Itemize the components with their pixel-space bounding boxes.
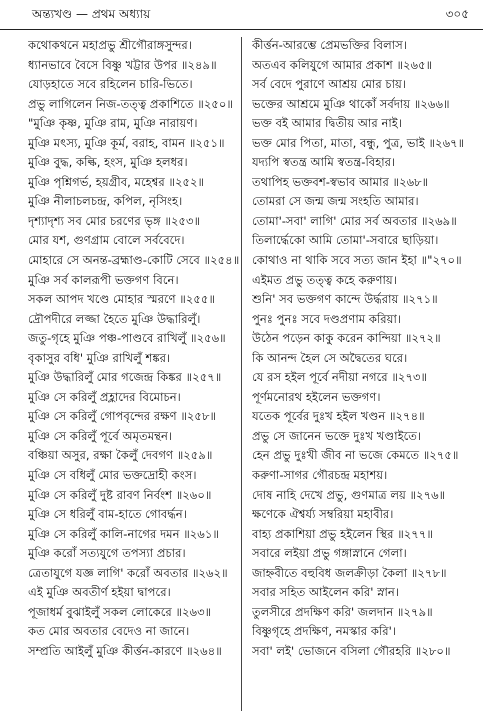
verse-line: শুনি' সব ভক্তগণ কান্দে উর্দ্ধরায় ॥২৭১॥ [252,292,438,307]
verse-line: মোর যশ, গুণগ্রাম বোলে সর্ববেদে। [28,233,185,248]
verse-line: পুনঃ পুনঃ সবে দণ্ডপ্রণাম করিয়া। [252,311,401,326]
verse-line: বিষ্ণুগৃহে প্রদক্ষিণ, নমস্কার করি'। [252,624,396,639]
verse-line: পূর্ণমনোরথ হইলেন ভক্তগণ। [252,389,381,404]
verse-line: এইমত প্রভু তত্ত্ব কহে করুণায়। [252,272,397,287]
right-column [252,36,478,662]
verse-line: মুঞি সর্ব কালরূপী ভক্তগণ বিনে। [28,272,179,287]
verse-line: মুঞি সে করিলুঁ কালি-নাগের দমন ॥২৬১॥ [28,526,219,541]
verse-line: দোষ নাহি দেখে প্রভু, গুণমাত্র লয় ॥২৭৬॥ [252,487,446,502]
verse-line: মুঞি সে করিলুঁ গোপবৃন্দের রক্ষণ ॥২৫৮॥ [28,409,217,424]
verse-line: কত মোর অবতার বেদেও না জানে। [28,624,190,639]
verse-line: মোহারে সে অনন্ত-ব্রহ্মাণ্ড-কোটি সেবে ॥২৫৪॥ [28,253,240,268]
verse-line: বঞ্চিয়া অসুর, রক্ষা কৈলুঁ দেবগণ ॥২৫৯॥ [28,448,213,463]
verse-line: তোমা'-সবা' লাগি' মোর সর্ব অবতার ॥২৬৯॥ [252,213,457,228]
verse-line: ধ্যানভাবে বৈসে বিষ্ণু খট্টার উপর ॥২৪৯॥ [28,57,217,72]
verse-line: ভক্তের আশ্রমে মুঞি থাকোঁ সর্বদায় ॥২৬৬॥ [252,96,450,111]
verse-line: ক্ষণেকে ঐশ্বর্য্য সম্বরিয়া মহাবীর। [252,507,394,522]
verse-line: ভক্ত মোর পিতা, মাতা, বন্ধু, পুত্র, ভাই ॥২৬৭॥ [252,135,465,150]
page-number: ৩০৫ [445,7,469,21]
verse-line: জতু-গৃহে মুঞি পঞ্চ-পাণ্ডবে রাখিলুঁ ॥২৫৬॥ [28,331,226,346]
verse-line: মুঞি পৃশ্নিগর্ভ, হয়গ্রীব, মহেশ্বর ॥২৫২॥ [28,174,205,189]
verse-line: সবা' লই' ভোজনে বসিলা গৌরহরি ॥২৮০॥ [252,643,451,658]
verse-line: মুঞি সে করিলুঁ প্রহ্লাদের বিমোচন। [28,389,181,404]
verse-line: দ্রৌপদীরে লজ্জা হৈতে মুঞি উদ্ধারিলুঁ। [28,311,201,326]
verse-line: জাহ্নবীতে বহুবিধ জলক্রীড়া কৈলা ॥২৭৮॥ [252,565,447,580]
verse-line: সর্ব বেদে পুরাণে আশ্রয় মোর চায়। [252,77,406,92]
verse-line: তুলসীরে প্রদক্ষিণ করি' জলদান ॥২৭৯॥ [252,604,433,619]
verse-line: যতেক পূর্বের দুঃখ হইল খণ্ডন ॥২৭৪॥ [252,409,425,424]
verse-line: পূজাধর্ম বুঝাইলুঁ সকল লোকেরে ॥২৬৩॥ [28,604,212,619]
verse-line: কোথাও না থাকি সবে সত্য জান ইহা ॥"২৭০॥ [252,253,462,268]
verse-line: মুঞি সে করিলুঁ পূর্বে অমৃতমন্থন। [28,428,173,443]
verse-line: মুঞি করোঁ সত্যযুগে তপস্যা প্রচার। [28,546,186,561]
verse-line: সম্প্রতি আইলুঁ মুঞি কীর্ত্তন-কারণে ॥২৬৪॥ [28,643,222,658]
verse-line: "মুঞি কৃষ্ণ, মুঞি রাম, মুঞি নারায়ণ। [28,116,198,131]
verse-line: মুঞি নীলাচলচন্দ্র, কপিল, নৃসিংহ। [28,194,183,209]
running-header: অন্ত্যখণ্ড — প্রথম অধ্যায় [32,7,151,21]
verse-line: যোড়হাতে সবে রহিলেন চারি-ভিতে। [28,77,193,92]
verse-line: করুণা-সাগর গৌরচন্দ্র মহাশয়। [252,468,388,483]
verse-line: দৃশ্যাদৃশ্য সব মোর চরণের ভৃঙ্গ ॥২৫৩॥ [28,213,201,228]
verse-line: মুঞি সে বধিলুঁ মোর ভক্তদ্রোহী কংস। [28,468,197,483]
verse-line: সবারে লইয়া প্রভু গঙ্গাস্নানে গেলা। [252,546,407,561]
verse-line: তোমরা সে জন্ম জন্ম সংহতি আমার। [252,194,419,209]
verse-line: বৃকাসুর বধি' মুঞি রাখিলুঁ শঙ্কর। [28,350,171,365]
verse-line: মুঞি সে ধরিলুঁ বাম-হাতে গোবর্দ্ধন। [28,507,187,522]
verse-line: মুঞি উদ্ধারিলুঁ মোর গজেন্দ্র কিঙ্কর ॥২৫৭॥ [28,370,222,385]
verse-line: মুঞি মৎস্য, মুঞি কূর্ম, বরাহ, বামন ॥২৫১॥ [28,135,225,150]
verse-line: কি আনন্দ হৈল সে অদ্বৈতের ঘরে। [252,350,408,365]
verse-line: প্রভু সে জানেন ভক্তে দুঃখ খণ্ডাইতে। [252,428,422,443]
verse-line: সবার সহিত আইলেন করি' স্নান। [252,585,399,600]
verse-line: সকল আপদ খণ্ডে মোহার স্মরণে ॥২৫৫॥ [28,292,216,307]
verse-line: মুঞি বুদ্ধ, কল্কি, হংস, মুঞি হলধর। [28,155,188,170]
verse-line: তথাপিহ ভক্তবশ-স্বভাব আমার ॥২৬৮॥ [252,174,429,189]
verse-line: কথোকথনে মহাপ্রভু শ্রীগৌরাঙ্গসুন্দর। [28,38,192,52]
verse-line: প্রভু লাগিলেন নিজ-তত্ত্ব প্রকাশিতে ॥২৫০॥ [28,96,233,111]
verse-line: ভক্ত বই আমার দ্বিতীয় আর নাই। [252,116,402,131]
verse-line: যে রস হইল পূর্বে নদীয়া নগরে ॥২৭৩॥ [252,370,428,385]
verse-line: উঠেন পড়েন কাকু করেন কান্দিয়া ॥২৭২॥ [252,331,441,346]
verse-line: মুঞি সে করিলুঁ দুষ্ট রাবণ নির্বংশ ॥২৬০॥ [28,487,212,502]
verse-line: হেন প্রভু দুঃখী জীব না ভজে কেমতে ॥২৭৫॥ [252,448,459,463]
verse-line: যদ্যপি স্বতন্ত্র আমি স্বতন্ত্র-বিহার। [252,155,396,170]
verse-line: অতএব কলিযুগে আমার প্রকাশ ॥২৬৫॥ [252,57,433,72]
left-column [28,36,250,662]
verse-line: এই মুঞি অবতীর্ণ হইয়া দ্বাপরে। [28,585,171,600]
header-rule [0,29,483,30]
verse-line: বাহ্য প্রকাশিয়া প্রভু হইলেন স্থির ॥২৭৭॥ [252,526,433,541]
verse-line: কীর্ত্তন-আরম্ভে প্রেমভক্তির বিলাস। [252,38,407,52]
page-header [0,0,483,26]
verse-line: তিলার্দ্ধেকো আমি তোমা'-সবারে ছাড়িয়া। [252,233,439,248]
verse-line: ত্রেতাযুগে যজ্ঞ লাগি' করোঁ অবতার ॥২৬২॥ [28,565,228,580]
